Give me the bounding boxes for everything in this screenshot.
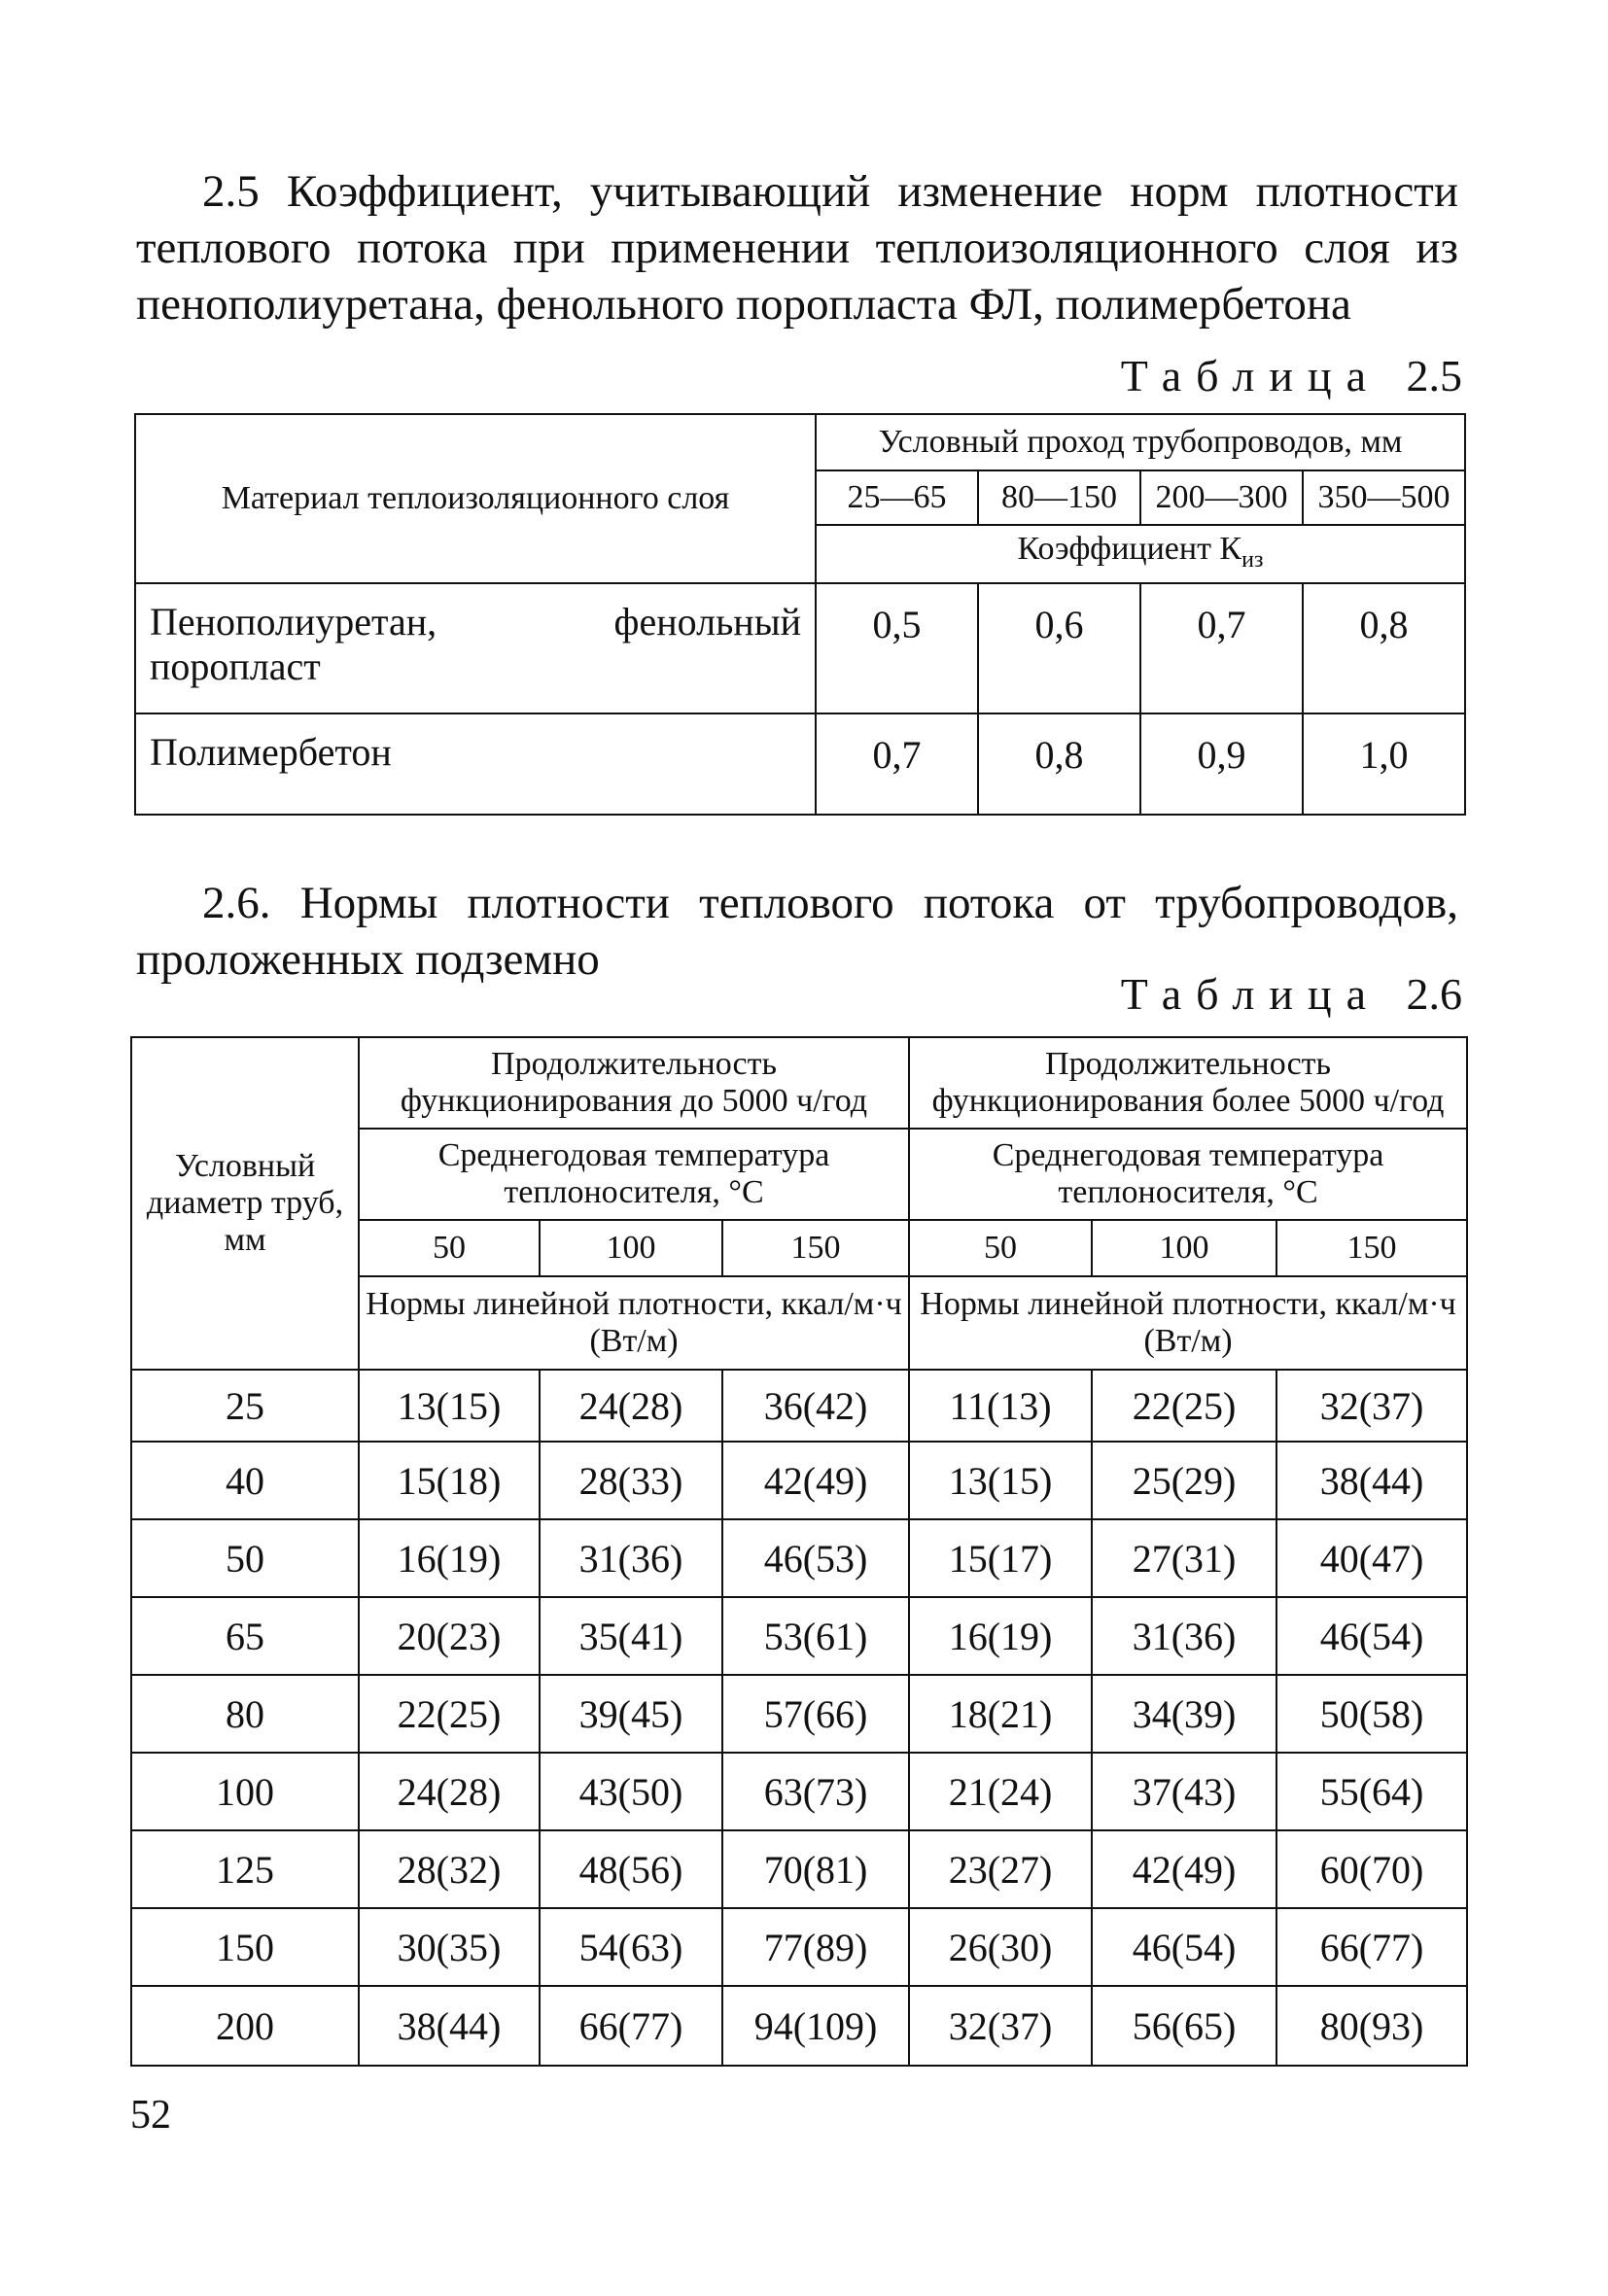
norm-value-cell: 21(24) <box>909 1753 1092 1830</box>
diameter-header: Условный диаметр труб, мм <box>131 1037 359 1370</box>
table-row <box>131 1908 1467 1986</box>
norm-value-cell: 46(54) <box>1276 1597 1467 1675</box>
norm-value-cell: 31(36) <box>540 1519 722 1597</box>
norm-value-cell: 15(18) <box>359 1442 540 1519</box>
temperature-50-group-2: 50 <box>909 1220 1092 1276</box>
coefficient-subscript: из <box>1241 546 1264 573</box>
temperature-header-2: Среднегодовая температура теплоносителя, °С <box>909 1129 1467 1220</box>
norm-value-cell: 16(19) <box>359 1519 540 1597</box>
norms-header-2: Нормы линейной плотности, ккал/м·ч (Вт/м) <box>909 1276 1467 1370</box>
norm-value-cell: 94(109) <box>722 1986 909 2066</box>
table-2-5 <box>134 413 1466 816</box>
diameter-cell: 100 <box>131 1753 359 1830</box>
norm-value-cell: 28(33) <box>540 1442 722 1519</box>
table-2-5-label <box>1121 350 1462 401</box>
norm-value-cell: 11(13) <box>909 1370 1092 1442</box>
norm-value-cell: 42(49) <box>722 1442 909 1519</box>
norm-value-cell: 60(70) <box>1276 1830 1467 1908</box>
temperature-100-group-1: 100 <box>540 1220 722 1276</box>
norm-value-cell: 70(81) <box>722 1830 909 1908</box>
diameter-cell: 200 <box>131 1986 359 2066</box>
norm-value-cell: 31(36) <box>1092 1597 1276 1675</box>
material-row-2-name: Полимербетон <box>135 713 816 815</box>
diameter-cell: 125 <box>131 1830 359 1908</box>
table-2-6-label <box>1121 968 1462 1020</box>
coefficient-header <box>816 525 1465 583</box>
table-2-6 <box>130 1036 1468 2067</box>
diameter-cell: 50 <box>131 1519 359 1597</box>
table-2-5-label-number: 2.5 <box>1406 351 1462 400</box>
norm-value-cell: 13(15) <box>359 1370 540 1442</box>
norm-value-cell: 38(44) <box>359 1986 540 2066</box>
norm-value-cell: 24(28) <box>540 1370 722 1442</box>
norm-value-cell: 27(31) <box>1092 1519 1276 1597</box>
norm-value-cell: 28(32) <box>359 1830 540 1908</box>
section-2-6-title: 2.6. Нормы плотности теплового потока от трубопроводов, проложенных подземно <box>136 878 1458 985</box>
material-row-1-value-3: 0,7 <box>1140 583 1303 713</box>
norm-value-cell: 39(45) <box>540 1675 722 1753</box>
norm-value-cell: 20(23) <box>359 1597 540 1675</box>
norm-value-cell: 50(58) <box>1276 1675 1467 1753</box>
norm-value-cell: 22(25) <box>359 1675 540 1753</box>
norm-value-cell: 32(37) <box>909 1986 1092 2066</box>
norm-value-cell: 36(42) <box>722 1370 909 1442</box>
diameter-cell: 65 <box>131 1597 359 1675</box>
norm-value-cell: 54(63) <box>540 1908 722 1986</box>
norm-value-cell: 55(64) <box>1276 1753 1467 1830</box>
table-row <box>131 1597 1467 1675</box>
temperature-header-1: Среднегодовая температура теплоносителя, °С <box>359 1129 909 1220</box>
norm-value-cell: 18(21) <box>909 1675 1092 1753</box>
norm-value-cell: 15(17) <box>909 1519 1092 1597</box>
norm-value-cell: 77(89) <box>722 1908 909 1986</box>
diameter-cell: 40 <box>131 1442 359 1519</box>
coefficient-header-text: Коэффициент К <box>1017 530 1242 567</box>
norm-value-cell: 25(29) <box>1092 1442 1276 1519</box>
norm-value-cell: 40(47) <box>1276 1519 1467 1597</box>
table-row <box>131 1753 1467 1830</box>
norm-value-cell: 48(56) <box>540 1830 722 1908</box>
norm-value-cell: 38(44) <box>1276 1442 1467 1519</box>
norm-value-cell: 66(77) <box>1276 1908 1467 1986</box>
norm-value-cell: 37(43) <box>1092 1753 1276 1830</box>
norm-value-cell: 23(27) <box>909 1830 1092 1908</box>
table-2-6-label-word: Таблица <box>1120 969 1381 1019</box>
norm-value-cell: 16(19) <box>909 1597 1092 1675</box>
norm-value-cell: 46(54) <box>1092 1908 1276 1986</box>
diameter-cell: 150 <box>131 1908 359 1986</box>
material-row-1-value-1: 0,5 <box>816 583 978 713</box>
norm-value-cell: 80(93) <box>1276 1986 1467 2066</box>
duration-group-1-header: Продолжительность функционирования до 5000 ч/год <box>359 1037 909 1129</box>
table-row <box>131 1370 1467 1442</box>
diameter-cell: 80 <box>131 1675 359 1753</box>
table-row <box>131 1519 1467 1597</box>
norm-value-cell: 66(77) <box>540 1986 722 2066</box>
temperature-150-group-2: 150 <box>1276 1220 1467 1276</box>
diameter-col-2: 80—150 <box>978 470 1140 525</box>
norm-value-cell: 22(25) <box>1092 1370 1276 1442</box>
diameter-cell: 25 <box>131 1370 359 1442</box>
norm-value-cell: 34(39) <box>1092 1675 1276 1753</box>
table-row <box>131 1830 1467 1908</box>
material-header: Материал теплоизоляционного слоя <box>135 414 816 583</box>
table-2-6-label-number: 2.6 <box>1406 969 1462 1019</box>
material-row-2-value-3: 0,9 <box>1140 713 1303 815</box>
diameter-col-3: 200—300 <box>1140 470 1303 525</box>
temperature-50-group-1: 50 <box>359 1220 540 1276</box>
material-row-1-value-2: 0,6 <box>978 583 1140 713</box>
material-row-1-name: Пенополиуретан, фенольный поропласт <box>135 583 816 713</box>
material-row-2-value-1: 0,7 <box>816 713 978 815</box>
norm-value-cell: 56(65) <box>1092 1986 1276 2066</box>
temperature-100-group-2: 100 <box>1092 1220 1276 1276</box>
norm-value-cell: 42(49) <box>1092 1830 1276 1908</box>
norm-value-cell: 57(66) <box>722 1675 909 1753</box>
table-row <box>131 1442 1467 1519</box>
material-row-1-value-4: 0,8 <box>1303 583 1465 713</box>
norm-value-cell: 32(37) <box>1276 1370 1467 1442</box>
section-2-5-title: 2.5 Коэффициент, учитывающий изменение норм плотности теплового потока при применении теплоизоляционного слоя из пенополиуретана, фенольного поропласта ФЛ, полимербетона <box>136 166 1458 330</box>
norms-header-1: Нормы линейной плотности, ккал/м·ч (Вт/м) <box>359 1276 909 1370</box>
table-row <box>131 1675 1467 1753</box>
table-2-5-label-word: Таблица <box>1120 351 1381 400</box>
norm-value-cell: 63(73) <box>722 1753 909 1830</box>
temperature-150-group-1: 150 <box>722 1220 909 1276</box>
norm-value-cell: 30(35) <box>359 1908 540 1986</box>
norm-value-cell: 24(28) <box>359 1753 540 1830</box>
duration-group-2-header: Продолжительность функционирования более 5000 ч/год <box>909 1037 1467 1129</box>
norm-value-cell: 43(50) <box>540 1753 722 1830</box>
table-row <box>131 1986 1467 2066</box>
norm-value-cell: 46(53) <box>722 1519 909 1597</box>
material-row-2-value-4: 1,0 <box>1303 713 1465 815</box>
table-2-6-body <box>131 1370 1467 2066</box>
diameter-header: Условный проход трубопроводов, мм <box>816 414 1465 470</box>
diameter-col-1: 25—65 <box>816 470 978 525</box>
norm-value-cell: 35(41) <box>540 1597 722 1675</box>
norm-value-cell: 26(30) <box>909 1908 1092 1986</box>
material-row-2-value-2: 0,8 <box>978 713 1140 815</box>
norm-value-cell: 13(15) <box>909 1442 1092 1519</box>
diameter-col-4: 350—500 <box>1303 470 1465 525</box>
norm-value-cell: 53(61) <box>722 1597 909 1675</box>
page-number: 52 <box>130 2093 171 2138</box>
